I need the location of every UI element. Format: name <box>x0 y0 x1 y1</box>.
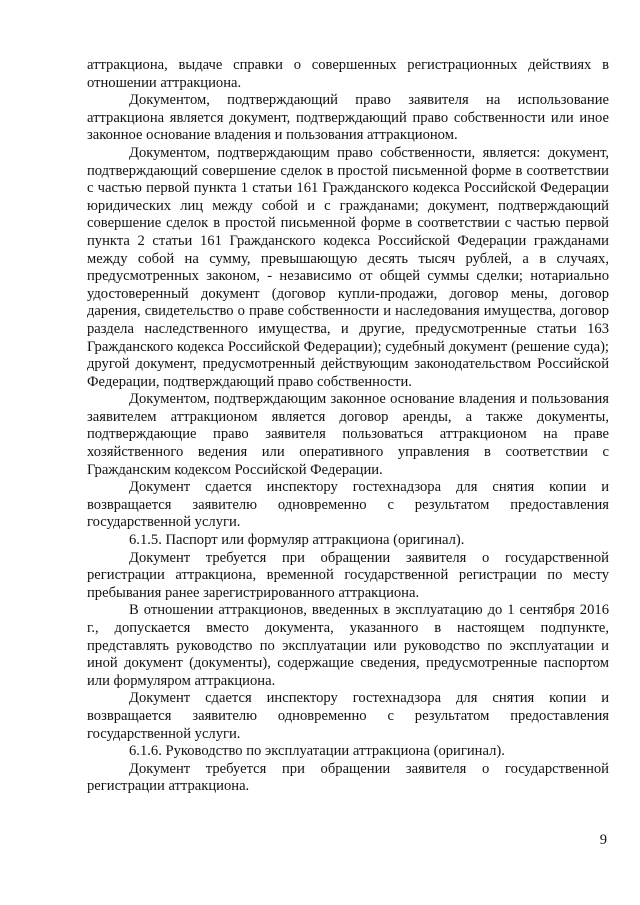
paragraph: Документ сдается инспектору гостехнадзора для снятия копии и возвращается заявителю одновременно с результатом предоставления государственной услуги. <box>87 690 609 742</box>
document-body <box>87 57 609 796</box>
paragraph: Документ требуется при обращении заявителя о государственной регистрации аттракциона. <box>87 760 609 795</box>
paragraph: Документом, подтверждающим законное основание владения и пользования заявителем аттракционом является договор аренды, а также документы, подтверждающие право заявителя пользоваться аттракционом на праве хозяйственного ведения или оперативного управления в соответствии с Гражданским кодексом Российской Федерации. <box>87 391 609 478</box>
page-number: 9 <box>599 832 607 848</box>
paragraph: Документом, подтверждающий право заявителя на использование аттракциона является документ, подтверждающий право собственности или иное законное основание владения и пользования аттракционом. <box>87 92 609 144</box>
paragraph: В отношении аттракционов, введенных в эксплуатацию до 1 сентября 2016 г., допускается вместо документа, указанного в настоящем подпункте, представлять руководство по эксплуатации или руководство по эксплуатации и иной документ (документы), содержащие сведения, предусмотренные паспортом или формуляром аттракциона. <box>87 602 609 689</box>
paragraph: Документ требуется при обращении заявителя о государственной регистрации аттракциона, временной государственной регистрации по месту пребывания ранее зарегистрированного аттракциона. <box>87 549 609 601</box>
paragraph: аттракциона, выдаче справки о совершенных регистрационных действиях в отношении аттракциона. <box>87 57 609 91</box>
section-heading: 6.1.6. Руководство по эксплуатации аттракциона (оригинал). <box>129 743 505 760</box>
section-heading: 6.1.5. Паспорт или формуляр аттракциона (оригинал). <box>129 532 465 549</box>
paragraph: Документ сдается инспектору гостехнадзора для снятия копии и возвращается заявителю одновременно с результатом предоставления государственной услуги. <box>87 479 609 531</box>
paragraph: Документом, подтверждающим право собственности, является: документ, подтверждающий совершение сделок в простой письменной форме в соответствии с частью первой пункта 1 статьи 161 Гражданского кодекса Российской Федерации юридических лиц между собой и с гражданами; документ, подтверждающий совершение сделок в простой письменной форме в соответствии с частью первой пункта 2 статьи 161 Гражданского кодекса Российской Федерации гражданами между собой на сумму, превышающую десять тысяч рублей, а в случаях, предусмотренных законом, - независимо от общей суммы сделки; нотариально удостоверенный документ (договор купли-продажи, договор мены, договор дарения, свидетельство о праве собственности и наследования имущества, договор раздела наследственного имущества, и другие, предусмотренные статьи 163 Гражданского кодекса Российской Федерации); судебный документ (решение суда); другой документ, предусмотренный действующим законодательством Российской Федерации, подтверждающий право собственности. <box>87 144 609 390</box>
